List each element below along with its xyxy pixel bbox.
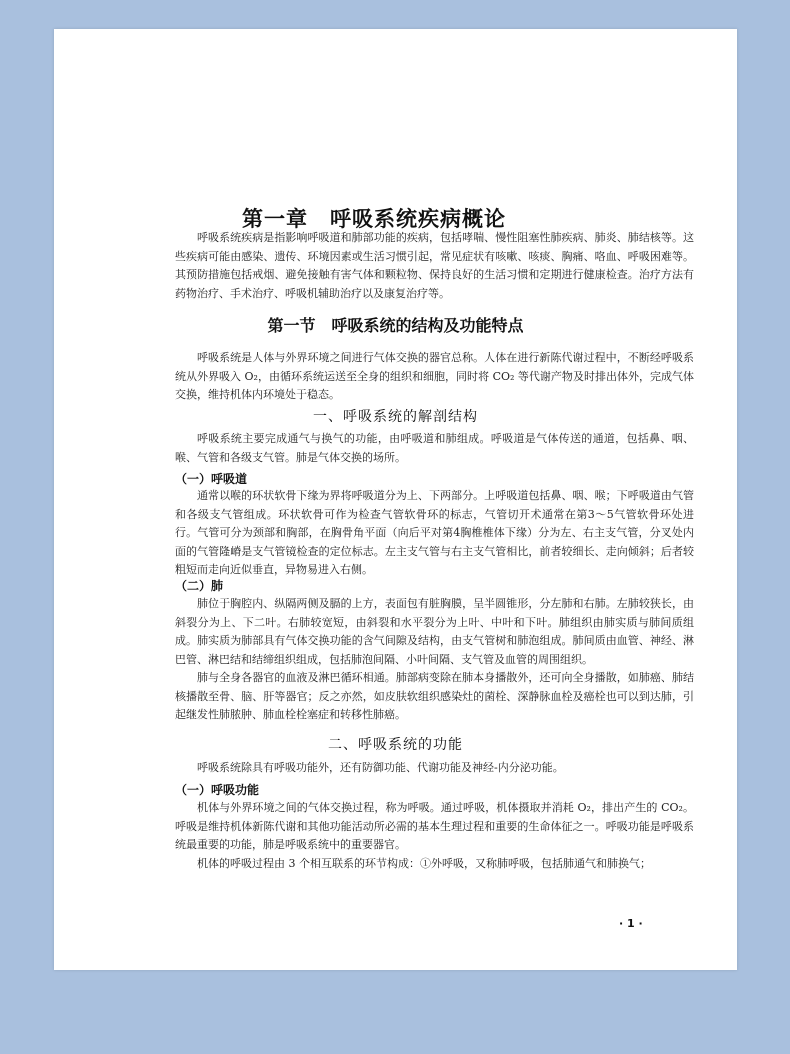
- lung-text-2: 肺与全身各器官的血液及淋巴循环相通。肺部病变除在肺本身播散外，还可向全身播散，如肺癌、肺结核播散至骨、脑、肝等器官；反之亦然，如皮肤软组织感染灶的菌栓、深静脉血栓及癌栓也可以到达肺，引起继发性肺脓肿、肺血栓栓塞症和转移性肺癌。: [175, 671, 694, 721]
- heading-lung: （二）肺: [175, 579, 224, 593]
- lung-paragraphs: [175, 595, 694, 725]
- subsection-title-function: 二、呼吸系统的功能: [328, 737, 463, 753]
- heading-respiration: （一）呼吸功能: [175, 783, 260, 797]
- function-text: 呼吸系统除具有呼吸功能外，还有防御功能、代谢功能及神经-内分泌功能。: [197, 761, 564, 774]
- document-page: [54, 29, 737, 970]
- anatomy-text: 呼吸系统主要完成通气与换气的功能，由呼吸道和肺组成。呼吸道是气体传送的通道，包括鼻、咽、喉、气管和各级支气管。肺是气体交换的场所。: [175, 432, 694, 464]
- section-title: 第一节 呼吸系统的结构及功能特点: [267, 316, 524, 335]
- respiration-paragraphs: [175, 799, 694, 873]
- airway-text: 通常以喉的环状软骨下缘为界将呼吸道分为上、下两部分。上呼吸道包括鼻、咽、喉；下呼吸道由气管和各级支气管组成。环状软骨可作为检查气管软骨环的标志，气管切开术通常在第3～5气管软骨环处进行。气管可分为颈部和胸部，在胸骨角平面（向后平对第4胸椎椎体下缘）分为左、右主支气管，分叉处内面的气管隆嵴是支气管镜检查的定位标志。左主支气管与右主支气管相比，前者较细长、走向倾斜；后者较粗短而走向近似垂直，异物易进入右侧。: [175, 489, 694, 576]
- intro-paragraph: [175, 229, 694, 303]
- respiration-text-1: 机体与外界环境之间的气体交换过程，称为呼吸。通过呼吸，机体摄取并消耗 O₂，排出产生的 CO₂。呼吸是维持机体新陈代谢和其他功能活动所必需的基本生理过程和重要的生命体征之一。呼吸功能是呼吸系统最重要的功能，肺是呼吸系统中的重要器官。: [175, 801, 694, 851]
- anatomy-paragraph: [175, 430, 694, 467]
- respiration-text-2: 机体的呼吸过程由 3 个相互联系的环节构成：①外呼吸，又称肺呼吸，包括肺通气和肺换气；: [197, 856, 651, 870]
- function-paragraph: [175, 759, 694, 778]
- lung-text-1: 肺位于胸腔内、纵隔两侧及膈的上方，表面包有脏胸膜，呈半圆锥形，分左肺和右肺。左肺较狭长，由斜裂分为上、下二叶。右肺较宽短，由斜裂和水平裂分为上叶、中叶和下叶。肺组织由肺实质与肺间质组成。肺实质为肺部具有气体交换功能的含气间隙及结构，由支气管树和肺泡组成。肺间质由血管、神经、淋巴管、淋巴结和结缔组织组成，包括肺泡间隔、小叶间隔、支气管及血管的周围组织。: [175, 597, 694, 666]
- section-paragraph: [175, 349, 694, 405]
- section-text: 呼吸系统是人体与外界环境之间进行气体交换的器官总称。人体在进行新陈代谢过程中，不断经呼吸系统从外界吸入 O₂，由循环系统运送至全身的组织和细胞，同时将 CO₂ 等代谢产物及时排出体外，完成气体交换，维持机体内环境处于稳态。: [175, 351, 694, 401]
- airway-paragraph: [175, 487, 694, 580]
- subsection-title-anatomy: 一、呼吸系统的解剖结构: [313, 409, 478, 425]
- heading-airway: （一）呼吸道: [175, 472, 248, 486]
- chapter-title: 第一章 呼吸系统疾病概论: [242, 207, 506, 231]
- intro-text: 呼吸系统疾病是指影响呼吸道和肺部功能的疾病，包括哮喘、慢性阻塞性肺疾病、肺炎、肺结核等。这些疾病可能由感染、遗传、环境因素或生活习惯引起，常见症状有咳嗽、咳痰、胸痛、咯血、呼吸困难等。其预防措施包括戒烟、避免接触有害气体和颗粒物、保持良好的生活习惯和定期进行健康检查。治疗方法有药物治疗、手术治疗、呼吸机辅助治疗以及康复治疗等。: [175, 231, 694, 300]
- page-number: · 1 ·: [619, 917, 643, 930]
